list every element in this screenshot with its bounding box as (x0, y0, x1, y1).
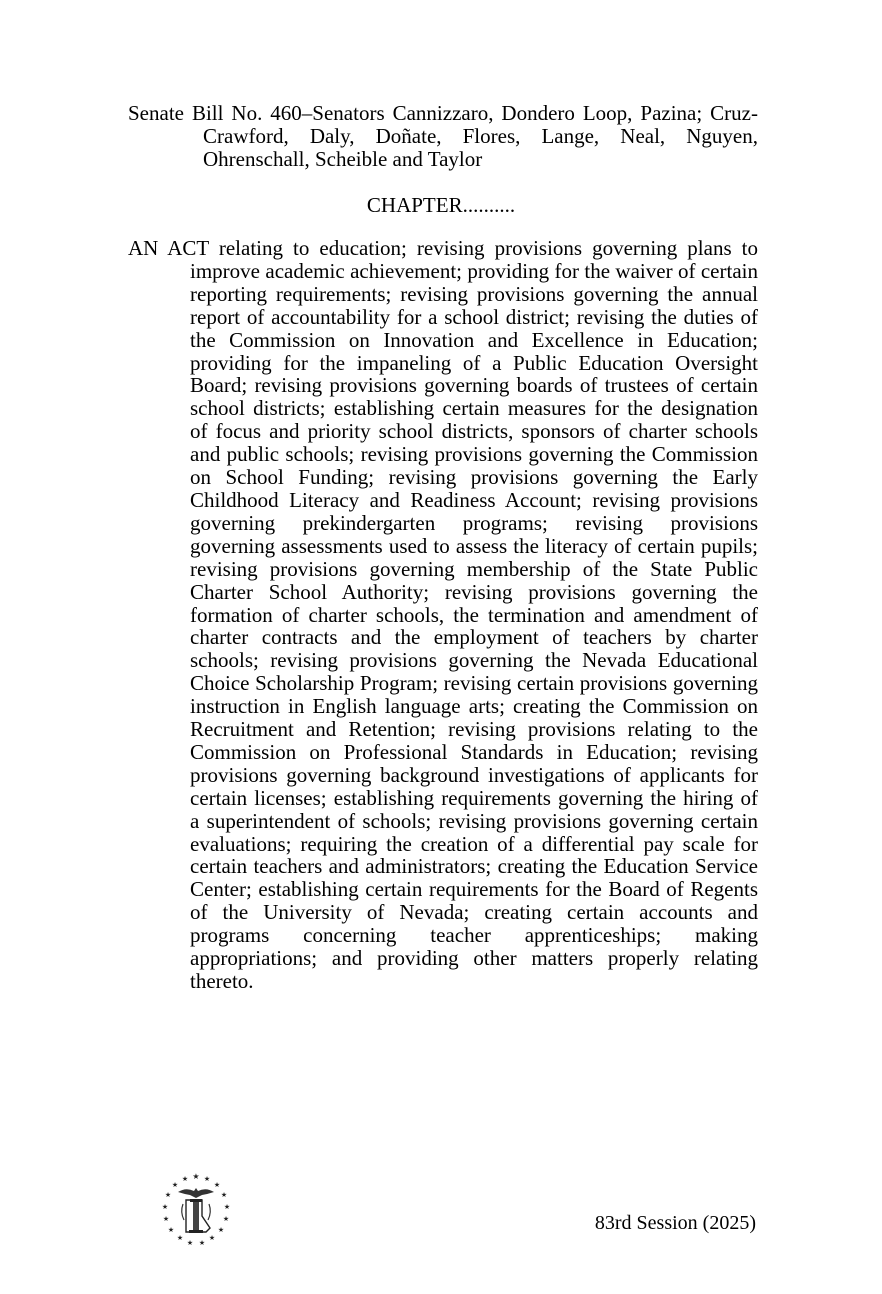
nevada-legislature-seal-icon (156, 1170, 236, 1250)
svg-text:★: ★ (181, 1175, 189, 1183)
svg-text:★: ★ (161, 1203, 169, 1211)
bill-header: Senate Bill No. 460–Senators Cannizzaro, Dondero Loop, Pazina; Cruz-Crawford, Daly, Doñate, Flores, Lange, Neal, Nguyen, Ohrenschall, Scheible and Taylor (128, 101, 758, 171)
svg-text:★: ★ (192, 1172, 200, 1181)
svg-text:★: ★ (176, 1234, 184, 1242)
svg-text:★: ★ (208, 1234, 216, 1242)
svg-text:★: ★ (162, 1215, 170, 1223)
svg-text:★: ★ (198, 1239, 206, 1247)
svg-text:★: ★ (164, 1191, 172, 1199)
svg-text:★: ★ (222, 1215, 230, 1223)
svg-text:★: ★ (203, 1175, 211, 1183)
chapter-label: CHAPTER.......... (366, 193, 516, 217)
svg-text:★: ★ (186, 1239, 194, 1247)
session-label: 83rd Session (2025) (594, 1212, 756, 1234)
svg-text:★: ★ (171, 1181, 179, 1189)
svg-text:★: ★ (213, 1181, 221, 1189)
svg-text:★: ★ (217, 1226, 225, 1234)
svg-text:★: ★ (167, 1226, 175, 1234)
svg-text:★: ★ (220, 1191, 228, 1199)
svg-text:★: ★ (223, 1203, 231, 1211)
act-text: AN ACT relating to education; revising provisions governing plans to improve academic achievement; providing for the waiver of certain reporting requirements; revising provisions governing the annual report of accountability for a school district; revising the duties of the Commission on Innovation and Excellence in Education; providing for the impaneling of a Public Education Oversight Board; revising provisions governing boards of trustees of certain school districts; establishing certain measures for the designation of focus and priority school districts, sponsors of charter schools and public schools; revising provisions governing the Commission on School Funding; revising provisions governing the Early Childhood Literacy and Readiness Account; revising provisions governing prekindergarten programs; revising provisions governing assessments used to assess the literacy of certain pupils; revising provisions governing membership of the State Public Charter School Authority; revising provisions governing the formation of charter schools, the termination and amendment of charter contracts and the employment of teachers by charter schools; revising provisions governing the Nevada Educational Choice Scholarship Program; revising certain provisions governing instruction in English language arts; creating the Commission on Recruitment and Retention; revising provisions relating to the Commission on Professional Standards in Education; revising provisions governing background investigations of applicants for certain licenses; establishing requirements governing the hiring of a superintendent of schools; revising provisions governing certain evaluations; requiring the creation of a differential pay scale for certain teachers and administrators; creating the Education Service Center; establishing certain requirements for the Board of Regents of the University of Nevada; creating certain accounts and programs concerning teacher apprenticeships; making appropriations; and providing other matters properly relating thereto. (128, 236, 758, 993)
